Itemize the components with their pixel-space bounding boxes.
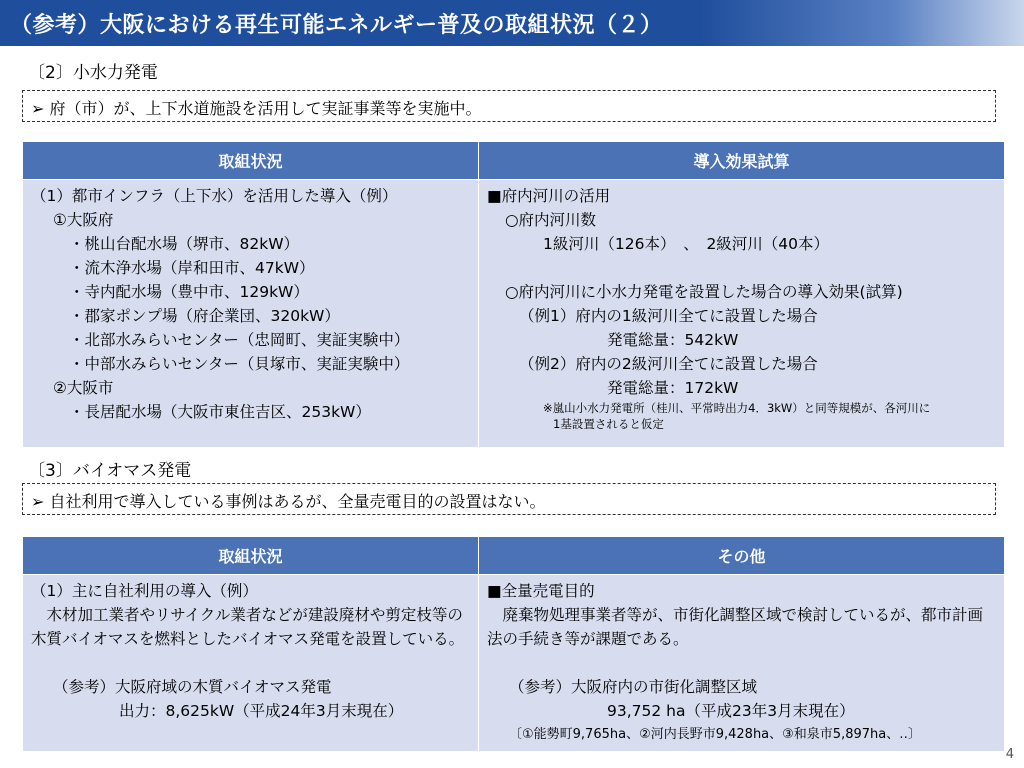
biomass-other-line: 〔①能勢町9,765ha、②河内長野市9,428ha、③和泉市5,897ha、‥〕 bbox=[509, 727, 921, 742]
hydro-effect-line: ○府内河川数 bbox=[505, 211, 597, 229]
hydro-status-line: ・桃山台配水場（堺市、82kW） bbox=[69, 235, 300, 253]
hydro-effect-line: （例1）府内の1級河川全てに設置した場合 bbox=[519, 307, 818, 325]
summary-text-hydro: ➢ 府（市）が、上下水道施設を活用して実証事業等を実施中。 bbox=[31, 99, 482, 118]
hydro-status-line: ・寺内配水場（豊中市、129kW） bbox=[69, 283, 309, 301]
biomass-other-spacer bbox=[487, 651, 996, 675]
page-title: （参考）大阪における再生可能エネルギー普及の取組状況（２） bbox=[10, 13, 663, 38]
biomass-status-cell bbox=[23, 575, 479, 752]
biomass-status-line: （1）主に自社利用の導入（例） bbox=[31, 582, 258, 600]
hydro-col-effect-header: 導入効果試算 bbox=[479, 142, 1005, 180]
hydro-status-cell bbox=[23, 180, 479, 448]
biomass-other-cell bbox=[479, 575, 1005, 752]
hydro-table bbox=[22, 141, 1005, 448]
hydro-status-line: ・長居配水場（大阪市東住吉区、253kW） bbox=[69, 403, 371, 421]
hydro-note-line: 1基設置されると仮定 bbox=[553, 417, 664, 431]
hydro-status-line: ・郡家ポンプ場（府企業団、320kW） bbox=[69, 307, 340, 325]
biomass-table bbox=[22, 536, 1005, 752]
page-number: 4 bbox=[1005, 747, 1014, 762]
biomass-other-line: （参考）大阪府内の市街化調整区域 bbox=[509, 678, 758, 696]
section-heading-hydro: 〔2〕小水力発電 bbox=[28, 63, 158, 83]
hydro-status-line: ②大阪市 bbox=[53, 379, 114, 397]
hydro-effect-line: ■府内河川の活用 bbox=[487, 187, 611, 205]
biomass-col-other-header: その他 bbox=[479, 537, 1005, 575]
title-accent bbox=[700, 0, 1024, 46]
hydro-effect-line: （例2）府内の2級河川全てに設置した場合 bbox=[519, 355, 818, 373]
hydro-status-line: ・流木浄水場（岸和田市、47kW） bbox=[69, 259, 315, 277]
hydro-effect-line: 1級河川（126本） 、 2級河川（40本） bbox=[543, 235, 830, 253]
hydro-status-line: （1）都市インフラ（上下水）を活用した導入（例） bbox=[31, 187, 398, 205]
hydro-effect-spacer bbox=[487, 256, 996, 280]
biomass-status-line: （参考）大阪府域の木質バイオマス発電 bbox=[53, 678, 332, 696]
hydro-effect-line: ○府内河川に小水力発電を設置した場合の導入効果(試算) bbox=[505, 283, 903, 301]
biomass-status-paragraph: 木材加工業者やリサイクル業者などが建設廃材や剪定枝等の木質バイオマスを燃料としたバイオマス発電を設置している。 bbox=[31, 606, 465, 648]
hydro-effect-line: 発電総量：542kW bbox=[607, 331, 739, 349]
hydro-status-line: ①大阪府 bbox=[53, 211, 114, 229]
biomass-other-line: ■全量売電目的 bbox=[487, 582, 595, 600]
summary-box-hydro bbox=[22, 90, 996, 122]
biomass-other-line: 93,752 ha（平成23年3月末現在） bbox=[607, 702, 855, 720]
hydro-effect-line: 発電総量：172kW bbox=[607, 379, 739, 397]
title-bar bbox=[0, 0, 1024, 46]
hydro-status-line: ・中部水みらいセンター（貝塚市、実証実験中） bbox=[69, 355, 410, 373]
hydro-col-status-header: 取組状況 bbox=[23, 142, 479, 180]
summary-text-biomass: ➢ 自社利用で導入している事例はあるが、全量売電目的の設置はない。 bbox=[31, 492, 546, 511]
hydro-effect-cell bbox=[479, 180, 1005, 448]
section-heading-biomass: 〔3〕バイオマス発電 bbox=[28, 461, 192, 481]
summary-box-biomass bbox=[22, 483, 996, 515]
biomass-other-paragraph: 廃棄物処理事業者等が、市街化調整区域で検討しているが、都市計画法の手続き等が課題である。 bbox=[487, 606, 984, 648]
biomass-col-status-header: 取組状況 bbox=[23, 537, 479, 575]
hydro-status-line: ・北部水みらいセンター（忠岡町、実証実験中） bbox=[69, 331, 410, 349]
biomass-status-spacer bbox=[31, 651, 470, 675]
biomass-status-line: 出力：8,625kW（平成24年3月末現在） bbox=[119, 702, 404, 720]
hydro-note-line: ※嵐山小水力発電所（桂川、平常時出力4．3kW）と同等規模が、各河川に bbox=[543, 401, 931, 415]
